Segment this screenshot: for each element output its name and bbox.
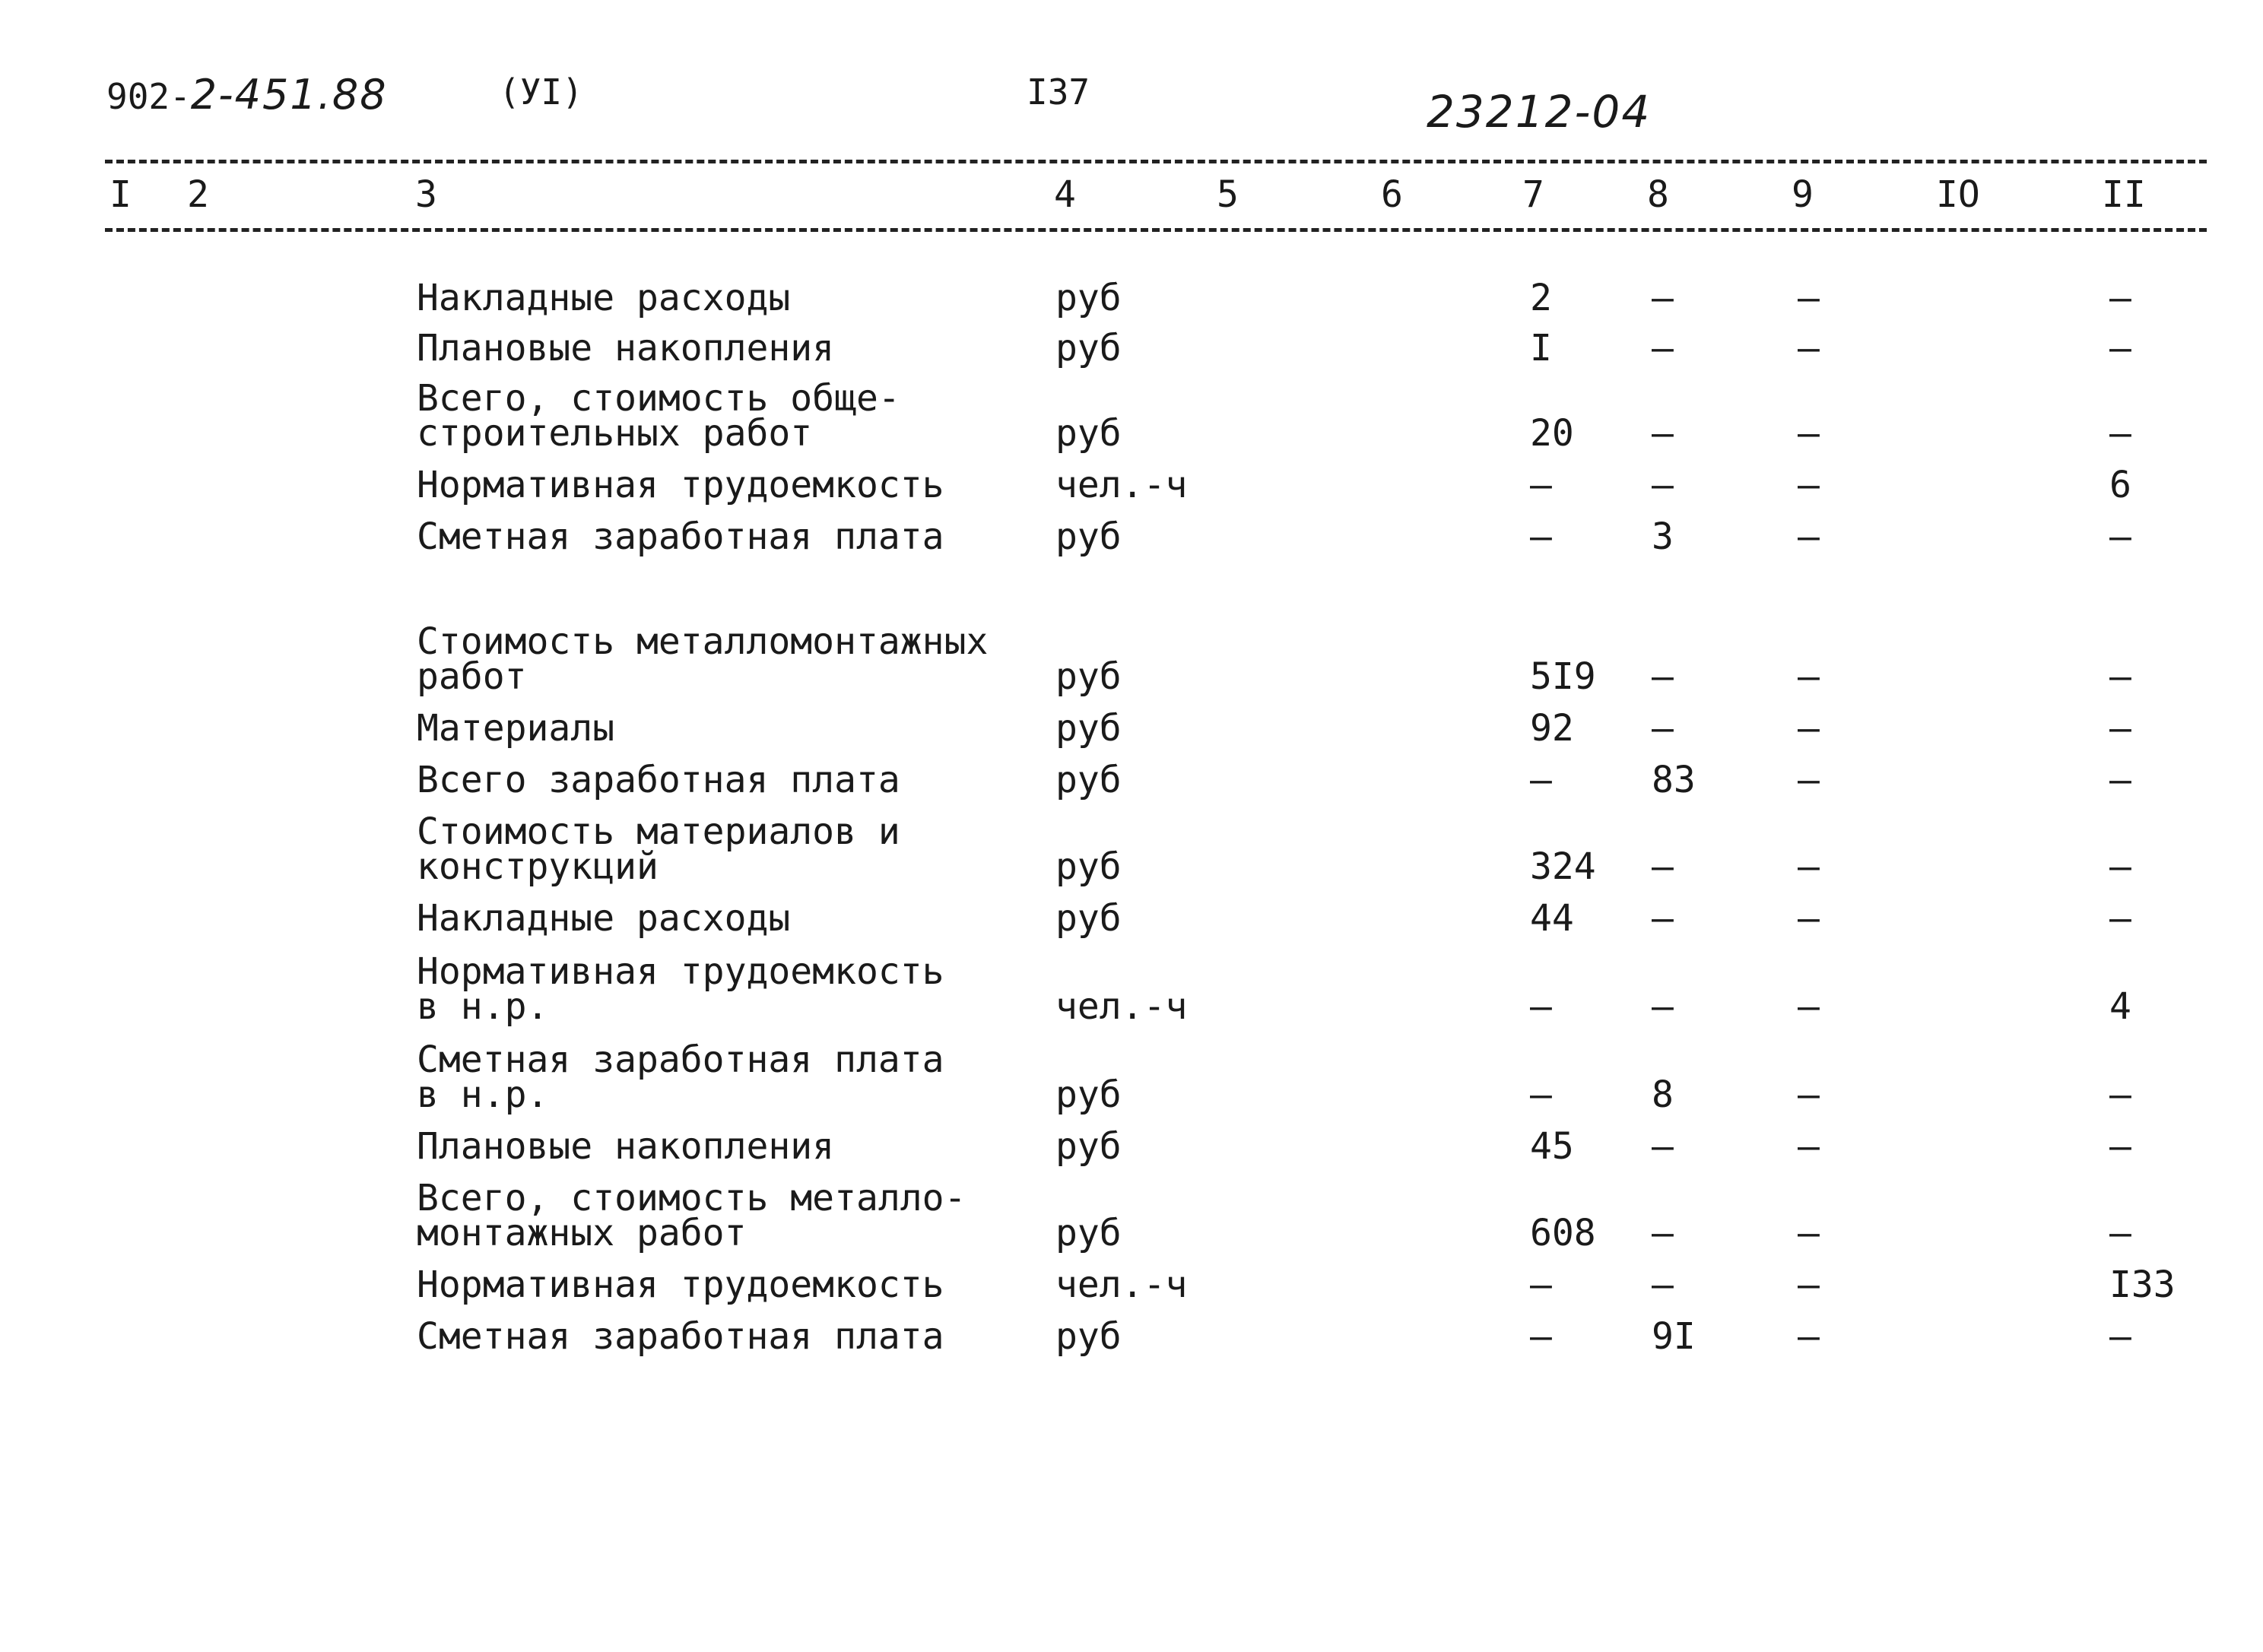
column-header: 8 xyxy=(1647,173,1669,216)
archive-stamp: 23212-04 xyxy=(1427,86,1652,138)
col7-value: – xyxy=(1530,464,1552,506)
row-label-continued: Всего, стоимость металло- xyxy=(417,1177,966,1219)
col9-value: – xyxy=(1798,1125,1820,1168)
col7-value: 608 xyxy=(1530,1212,1596,1254)
table-row xyxy=(0,707,2263,750)
col11-value: – xyxy=(2109,1212,2131,1254)
row-label: монтажных работ xyxy=(417,1212,747,1254)
col11-value: – xyxy=(2109,897,2131,940)
row-label: в н.р. xyxy=(417,985,549,1028)
col9-value: – xyxy=(1798,655,1820,698)
col11-value: – xyxy=(2109,412,2131,455)
table-row xyxy=(0,1264,2263,1306)
col9-value: – xyxy=(1798,1264,1820,1306)
column-header: IO xyxy=(1936,173,1980,216)
column-header: 4 xyxy=(1054,173,1076,216)
col7-value: 20 xyxy=(1530,412,1574,455)
col8-value: 3 xyxy=(1652,515,1674,558)
col8-value: – xyxy=(1652,845,1674,888)
col9-value: – xyxy=(1798,1315,1820,1358)
row-unit: руб xyxy=(1055,897,1122,940)
column-header: 5 xyxy=(1217,173,1239,216)
col11-value: 4 xyxy=(2109,985,2131,1028)
col11-value: – xyxy=(2109,1315,2131,1358)
col8-value: – xyxy=(1652,1125,1674,1168)
table-row xyxy=(0,655,2263,698)
row-unit: чел.-ч xyxy=(1055,985,1188,1028)
col7-value: – xyxy=(1530,1073,1552,1116)
row-label-continued: Сметная заработная плата xyxy=(417,1038,944,1081)
col8-value: – xyxy=(1652,897,1674,940)
col8-value: – xyxy=(1652,412,1674,455)
col9-value: – xyxy=(1798,412,1820,455)
col9-value: – xyxy=(1798,845,1820,888)
row-unit: чел.-ч xyxy=(1055,1264,1188,1306)
col7-value: 92 xyxy=(1530,707,1574,750)
col7-value: – xyxy=(1530,1264,1552,1306)
col7-value: – xyxy=(1530,515,1552,558)
page-number: I37 xyxy=(1027,71,1090,113)
row-unit: руб xyxy=(1055,1212,1122,1254)
col11-value: – xyxy=(2109,655,2131,698)
row-label: Плановые накопления xyxy=(417,1125,835,1168)
col7-value: I xyxy=(1530,327,1552,369)
table-row xyxy=(0,845,2263,888)
row-unit: руб xyxy=(1055,1125,1122,1168)
row-label: работ xyxy=(417,655,527,698)
table-row xyxy=(0,759,2263,801)
col8-value: – xyxy=(1652,655,1674,698)
col7-value: – xyxy=(1530,985,1552,1028)
col11-value: – xyxy=(2109,759,2131,801)
col8-value: 9I xyxy=(1652,1315,1696,1358)
col11-value: – xyxy=(2109,845,2131,888)
row-unit: руб xyxy=(1055,655,1122,698)
row-label: Нормативная трудоемкость xyxy=(417,1264,944,1306)
row-unit: руб xyxy=(1055,515,1122,558)
column-header: 9 xyxy=(1792,173,1814,216)
col8-value: 83 xyxy=(1652,759,1696,801)
row-label-continued: Стоимость металломонтажных xyxy=(417,620,989,663)
col9-value: – xyxy=(1798,515,1820,558)
row-label: в н.р. xyxy=(417,1073,549,1116)
col8-value: – xyxy=(1652,985,1674,1028)
col8-value: – xyxy=(1652,464,1674,506)
row-unit: руб xyxy=(1055,327,1122,369)
col8-value: – xyxy=(1652,327,1674,369)
col7-value: – xyxy=(1530,1315,1552,1358)
row-label-continued: Всего, стоимость обще- xyxy=(417,377,900,420)
section-number: (УI) xyxy=(499,71,583,113)
table-row xyxy=(0,1315,2263,1358)
row-label: строительных работ xyxy=(417,412,813,455)
col8-value: 8 xyxy=(1652,1073,1674,1116)
col9-value: – xyxy=(1798,327,1820,369)
col9-value: – xyxy=(1798,707,1820,750)
table-row xyxy=(0,897,2263,940)
col9-value: – xyxy=(1798,759,1820,801)
col7-value: 44 xyxy=(1530,897,1574,940)
table-row xyxy=(0,464,2263,506)
col7-value: 5I9 xyxy=(1530,655,1596,698)
row-unit: руб xyxy=(1055,1315,1122,1358)
col11-value: – xyxy=(2109,277,2131,319)
row-label: Сметная заработная плата xyxy=(417,1315,944,1358)
table-row xyxy=(0,1125,2263,1168)
col8-value: – xyxy=(1652,277,1674,319)
col9-value: – xyxy=(1798,897,1820,940)
col7-value: 45 xyxy=(1530,1125,1574,1168)
row-unit: руб xyxy=(1055,845,1122,888)
column-header: 6 xyxy=(1381,173,1403,216)
col11-value: – xyxy=(2109,707,2131,750)
row-label: Материалы xyxy=(417,707,615,750)
col11-value: I33 xyxy=(2109,1264,2176,1306)
col8-value: – xyxy=(1652,1212,1674,1254)
table-row xyxy=(0,515,2263,558)
row-unit: руб xyxy=(1055,277,1122,319)
col8-value: – xyxy=(1652,1264,1674,1306)
row-label: конструкций xyxy=(417,845,659,888)
row-unit: руб xyxy=(1055,1073,1122,1116)
col11-value: – xyxy=(2109,327,2131,369)
table-top-rule xyxy=(105,160,2207,163)
row-unit: руб xyxy=(1055,707,1122,750)
column-header: II xyxy=(2102,173,2146,216)
col7-value: – xyxy=(1530,759,1552,801)
column-header: I xyxy=(110,173,132,216)
column-header: 7 xyxy=(1522,173,1544,216)
table-row xyxy=(0,412,2263,455)
row-label: Сметная заработная плата xyxy=(417,515,944,558)
table-header-rule xyxy=(105,228,2207,232)
col11-value: – xyxy=(2109,1125,2131,1168)
col9-value: – xyxy=(1798,985,1820,1028)
col11-value: – xyxy=(2109,1073,2131,1116)
row-unit: чел.-ч xyxy=(1055,464,1188,506)
col9-value: – xyxy=(1798,1212,1820,1254)
row-label-continued: Стоимость материалов и xyxy=(417,810,900,853)
doc-prefix: 902- xyxy=(106,76,191,117)
col11-value: 6 xyxy=(2109,464,2131,506)
row-unit: руб xyxy=(1055,412,1122,455)
table-row xyxy=(0,1073,2263,1116)
table-row xyxy=(0,1212,2263,1254)
row-label-continued: Нормативная трудоемкость xyxy=(417,950,944,993)
col11-value: – xyxy=(2109,515,2131,558)
row-label: Нормативная трудоемкость xyxy=(417,464,944,506)
row-label: Всего заработная плата xyxy=(417,759,900,801)
col7-value: 2 xyxy=(1530,277,1552,319)
row-unit: руб xyxy=(1055,759,1122,801)
column-header: 2 xyxy=(187,173,209,216)
column-header: 3 xyxy=(415,173,437,216)
table-row xyxy=(0,985,2263,1028)
row-label: Плановые накопления xyxy=(417,327,835,369)
table-row xyxy=(0,327,2263,369)
col9-value: – xyxy=(1798,464,1820,506)
row-label: Накладные расходы xyxy=(417,277,791,319)
col8-value: – xyxy=(1652,707,1674,750)
row-label: Накладные расходы xyxy=(417,897,791,940)
col9-value: – xyxy=(1798,277,1820,319)
col7-value: 324 xyxy=(1530,845,1596,888)
table-row xyxy=(0,277,2263,319)
col9-value: – xyxy=(1798,1073,1820,1116)
doc-number xyxy=(106,71,388,119)
doc-handwritten-number: 2-451.88 xyxy=(190,71,388,119)
